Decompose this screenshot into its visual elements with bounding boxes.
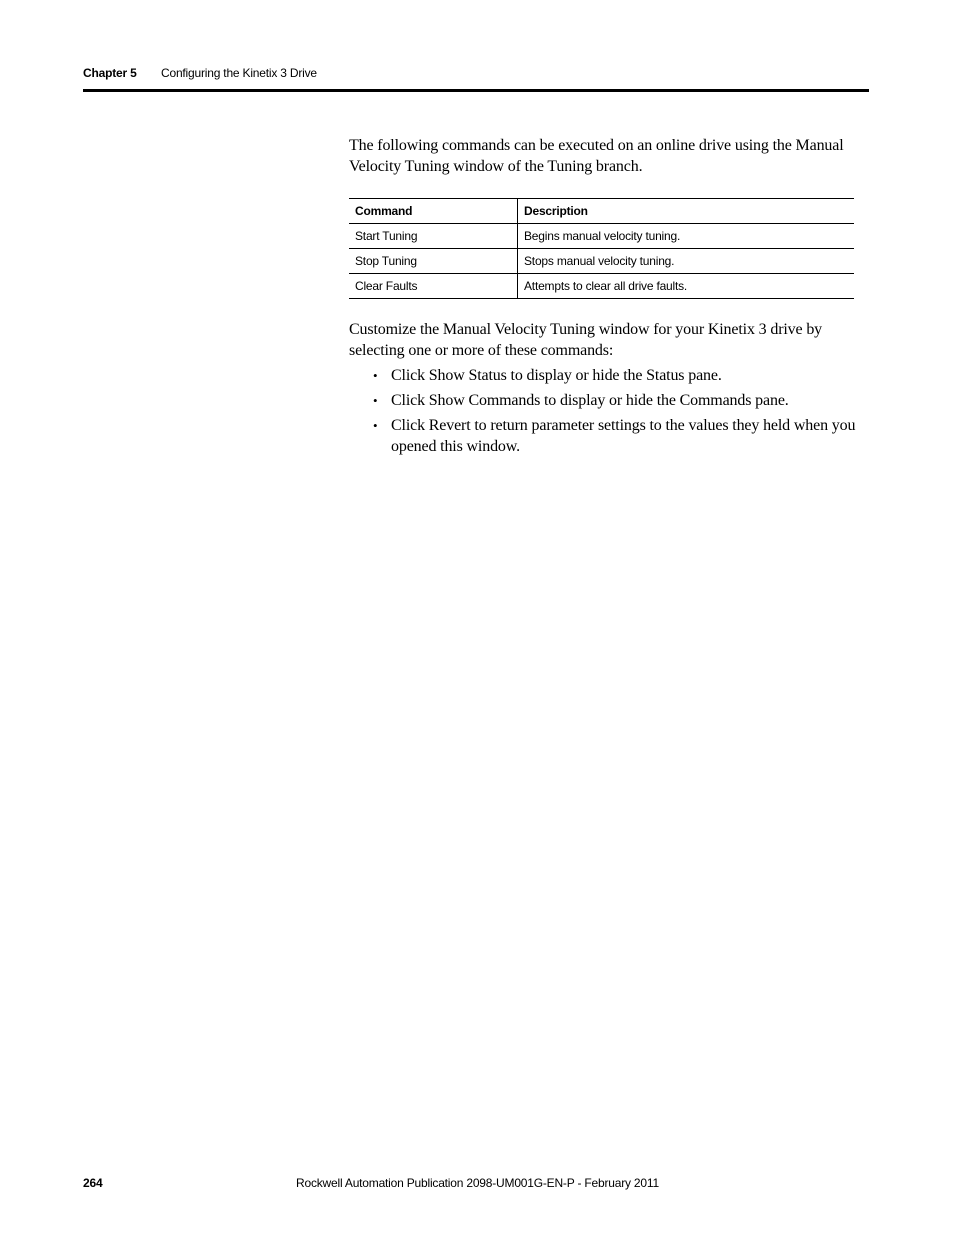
list-item — [349, 365, 869, 386]
list-item-text: Click Revert to return parameter settings to the values they held when you opened this window. — [391, 417, 856, 455]
bullet-icon: • — [373, 418, 378, 433]
table-cell-description: Begins manual velocity tuning. — [524, 229, 681, 243]
header-rule — [83, 89, 869, 92]
table-cell-command: Clear Faults — [349, 274, 518, 299]
list-item-text: Click Show Commands to display or hide the Commands pane. — [391, 392, 789, 409]
chapter-title: Configuring the Kinetix 3 Drive — [161, 66, 317, 80]
publication-footer: Rockwell Automation Publication 2098-UM001G-EN-P - February 2011 — [296, 1176, 659, 1190]
table-row — [349, 249, 854, 274]
intro-paragraph: The following commands can be executed on an online drive using the Manual Velocity Tuning window of the Tuning branch. — [349, 137, 844, 175]
list-item — [349, 390, 869, 411]
table-row — [349, 274, 854, 299]
list-item-text: Click Show Status to display or hide the Status pane. — [391, 367, 722, 384]
bullet-icon: • — [373, 393, 378, 408]
list-item — [349, 415, 869, 457]
table-cell-description: Stops manual velocity tuning. — [518, 249, 855, 274]
commands-table — [349, 198, 854, 299]
table-header-description: Description — [518, 199, 855, 224]
bullet-icon: • — [373, 368, 378, 383]
table-cell-description: Attempts to clear all drive faults. — [518, 274, 855, 299]
chapter-label: Chapter 5 — [83, 66, 137, 80]
customize-paragraph: Customize the Manual Velocity Tuning window for your Kinetix 3 drive by selecting one or more of these commands: — [349, 321, 823, 359]
table-header-command: Command — [349, 199, 518, 224]
table-row — [349, 224, 854, 249]
page-number: 264 — [83, 1176, 103, 1190]
table-cell-command: Stop Tuning — [349, 249, 518, 274]
commands-bullet-list — [349, 365, 869, 457]
table-cell-command: Start Tuning — [349, 224, 518, 249]
main-content — [349, 135, 869, 461]
table-header-row — [349, 199, 854, 224]
